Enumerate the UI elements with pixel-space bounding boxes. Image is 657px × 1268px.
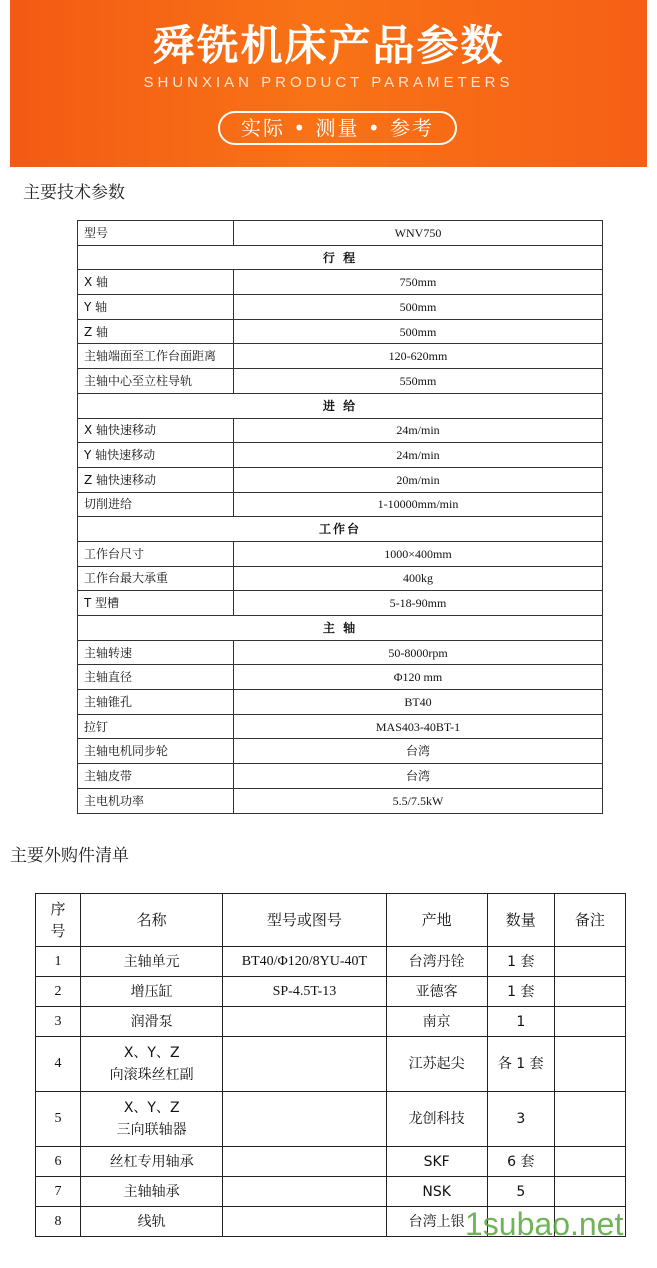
spec-row (78, 714, 603, 739)
spec-value: 1-10000mm/min (234, 492, 603, 517)
spec-section-row (78, 517, 603, 542)
spec-value: 台湾 (234, 739, 603, 764)
spec-value: 50-8000rpm (234, 640, 603, 665)
spec-row (78, 640, 603, 665)
parts-no: 6 (36, 1147, 81, 1177)
spec-label: 主轴电机同步轮 (78, 739, 234, 764)
spec-row (78, 319, 603, 344)
spec-label: 主轴转速 (78, 640, 234, 665)
spec-label: 主轴端面至工作台面距离 (78, 344, 234, 369)
parts-qty: 1 套 (487, 947, 554, 977)
header-name: 名称 (81, 894, 223, 947)
parts-note (554, 977, 625, 1007)
spec-value: 20m/min (234, 467, 603, 492)
spec-row (78, 492, 603, 517)
banner-pill: 实际 • 测量 • 参考 (218, 111, 457, 145)
header-qty: 数量 (487, 894, 554, 947)
spec-label: Z 轴 (78, 319, 234, 344)
watermark: 1subao.net (465, 1206, 624, 1242)
spec-label: 主轴锥孔 (78, 690, 234, 715)
spec-label: T 型槽 (78, 591, 234, 616)
parts-origin: NSK (386, 1177, 487, 1207)
spec-value: WNV750 (234, 221, 603, 246)
spec-row (78, 566, 603, 591)
spec-label: 工作台尺寸 (78, 541, 234, 566)
parts-row (36, 1092, 626, 1147)
parts-qty: 各 1 套 (487, 1037, 554, 1092)
spec-value: 500mm (234, 295, 603, 320)
spec-label: Y 轴 (78, 295, 234, 320)
spec-section-row (78, 393, 603, 418)
parts-no: 4 (36, 1037, 81, 1092)
spec-value: 400kg (234, 566, 603, 591)
spec-label: 主电机功率 (78, 788, 234, 813)
banner-title: 舜铣机床产品参数 (152, 21, 505, 70)
spec-value: 500mm (234, 319, 603, 344)
spec-label: 型号 (78, 221, 234, 246)
parts-origin: 南京 (386, 1007, 487, 1037)
spec-row (78, 764, 603, 789)
spec-row (78, 739, 603, 764)
header-origin: 产地 (386, 894, 487, 947)
spec-row (78, 270, 603, 295)
spec-section-row (78, 245, 603, 270)
spec-section-title: 主 轴 (78, 616, 603, 641)
parts-name: 主轴单元 (81, 947, 223, 977)
spec-value: 120-620mm (234, 344, 603, 369)
header-model: 型号或图号 (223, 894, 386, 947)
parts-qty: 6 套 (487, 1147, 554, 1177)
parts-model (223, 1007, 386, 1037)
parts-qty: 5 (487, 1177, 554, 1207)
parts-qty: 1 (487, 1007, 554, 1037)
parts-name: 线轨 (81, 1207, 223, 1237)
parts-table (35, 893, 626, 1237)
parts-model (223, 1207, 386, 1237)
parts-model (223, 1147, 386, 1177)
spec-value: 24m/min (234, 418, 603, 443)
parts-note (554, 1092, 625, 1147)
parts-origin: 台湾上银 (386, 1207, 487, 1237)
parts-origin: 江苏起尖 (386, 1037, 487, 1092)
spec-row (78, 665, 603, 690)
spec-value: 550mm (234, 369, 603, 394)
parts-model (223, 1037, 386, 1092)
parts-no: 2 (36, 977, 81, 1007)
parts-list-title: 主要外购件清单 (10, 846, 129, 866)
spec-row (78, 369, 603, 394)
spec-value: BT40 (234, 690, 603, 715)
parts-note (554, 1147, 625, 1177)
parts-model (223, 1177, 386, 1207)
spec-value: 5-18-90mm (234, 591, 603, 616)
spec-section-title: 进 给 (78, 393, 603, 418)
spec-section-title: 工作台 (78, 517, 603, 542)
parts-model (223, 1092, 386, 1147)
spec-label: Z 轴快速移动 (78, 467, 234, 492)
parts-qty: 3 (487, 1092, 554, 1147)
parts-name: X、Y、Z 三向联轴器 (81, 1092, 223, 1147)
spec-value: 台湾 (234, 764, 603, 789)
spec-row (78, 690, 603, 715)
parts-model: BT40/Φ120/8YU-40T (223, 947, 386, 977)
parts-note (554, 1037, 625, 1092)
parts-no: 8 (36, 1207, 81, 1237)
parts-origin: 台湾丹铨 (386, 947, 487, 977)
tech-params-title: 主要技术参数 (23, 183, 125, 203)
spec-row (78, 295, 603, 320)
parts-row (36, 947, 626, 977)
spec-value: Φ120 mm (234, 665, 603, 690)
spec-label: 主轴皮带 (78, 764, 234, 789)
parts-origin: 龙创科技 (386, 1092, 487, 1147)
parts-name: 润滑泵 (81, 1007, 223, 1037)
spec-label: 拉钉 (78, 714, 234, 739)
spec-row (78, 221, 603, 246)
spec-value: 24m/min (234, 443, 603, 468)
spec-table (77, 220, 603, 814)
parts-no: 1 (36, 947, 81, 977)
spec-label: 工作台最大承重 (78, 566, 234, 591)
parts-name: 增压缸 (81, 977, 223, 1007)
spec-row (78, 591, 603, 616)
spec-value: 1000×400mm (234, 541, 603, 566)
parts-note (554, 1177, 625, 1207)
spec-value: 750mm (234, 270, 603, 295)
parts-name: X、Y、Z 向滚珠丝杠副 (81, 1037, 223, 1092)
parts-row (36, 1147, 626, 1177)
spec-row (78, 541, 603, 566)
parts-row (36, 1177, 626, 1207)
parts-origin: 亚德客 (386, 977, 487, 1007)
parts-note (554, 947, 625, 977)
parts-header-row (36, 894, 626, 947)
parts-qty: 1 套 (487, 977, 554, 1007)
spec-label: X 轴快速移动 (78, 418, 234, 443)
spec-row (78, 344, 603, 369)
spec-label: X 轴 (78, 270, 234, 295)
parts-no: 5 (36, 1092, 81, 1147)
spec-label: 主轴直径 (78, 665, 234, 690)
spec-label: Y 轴快速移动 (78, 443, 234, 468)
parts-model: SP-4.5T-13 (223, 977, 386, 1007)
parts-row (36, 1007, 626, 1037)
parts-row (36, 1037, 626, 1092)
spec-row (78, 467, 603, 492)
header-note: 备注 (554, 894, 625, 947)
header-no: 序号 (36, 894, 81, 947)
spec-row (78, 443, 603, 468)
parts-origin: SKF (386, 1147, 487, 1177)
parts-name: 丝杠专用轴承 (81, 1147, 223, 1177)
spec-value: MAS403-40BT-1 (234, 714, 603, 739)
spec-section-row (78, 616, 603, 641)
spec-row (78, 418, 603, 443)
spec-value: 5.5/7.5kW (234, 788, 603, 813)
spec-label: 主轴中心至立柱导轨 (78, 369, 234, 394)
banner-subtitle: SHUNXIAN PRODUCT PARAMETERS (143, 74, 514, 91)
parts-name: 主轴轴承 (81, 1177, 223, 1207)
spec-section-title: 行 程 (78, 245, 603, 270)
parts-no: 7 (36, 1177, 81, 1207)
header-banner (10, 0, 647, 167)
spec-row (78, 788, 603, 813)
parts-note (554, 1007, 625, 1037)
parts-row (36, 977, 626, 1007)
parts-no: 3 (36, 1007, 81, 1037)
spec-label: 切削进给 (78, 492, 234, 517)
